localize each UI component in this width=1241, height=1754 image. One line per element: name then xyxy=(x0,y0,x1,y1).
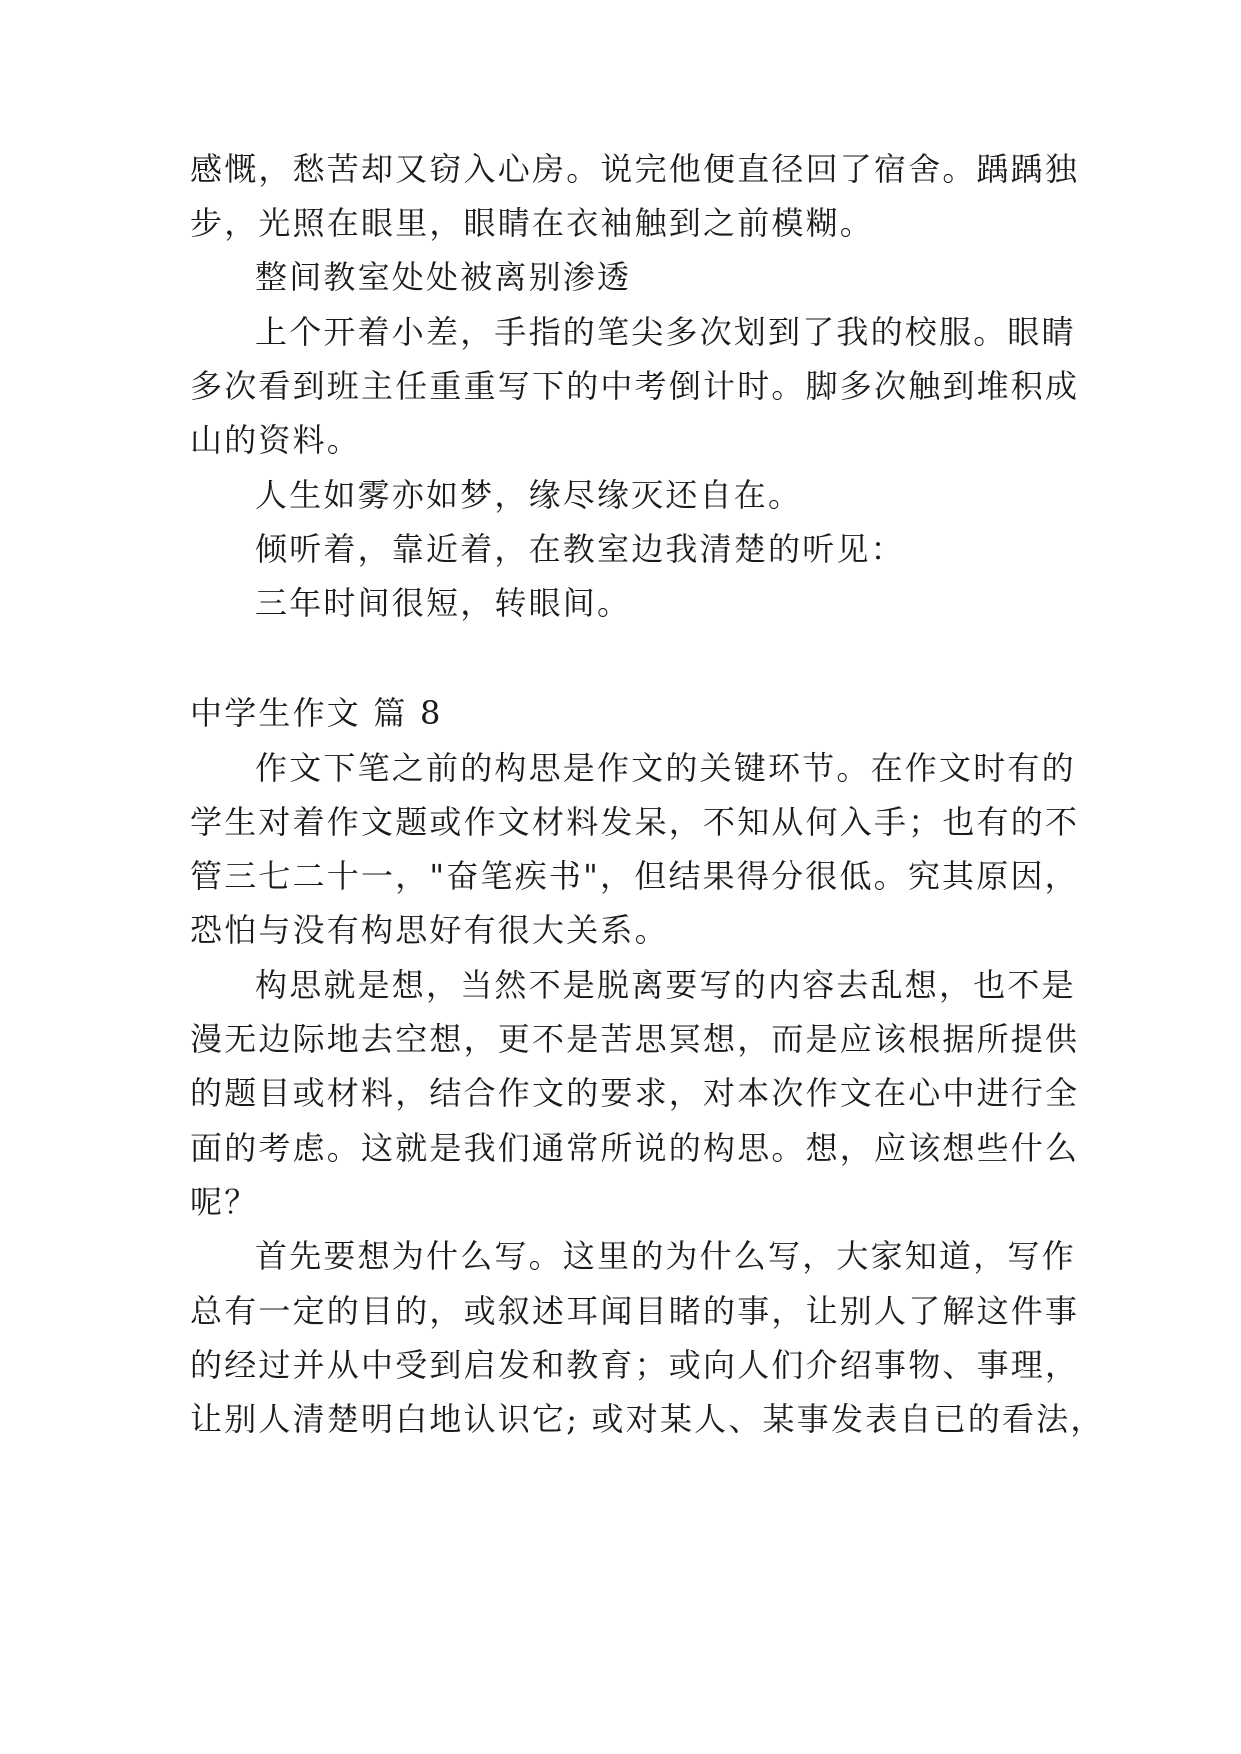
paragraph-line: 管三七二十一，"奋笔疾书"，但结果得分很低。究其原因， xyxy=(190,857,1079,895)
section-heading: 中学生作文 篇 8 xyxy=(190,694,443,732)
paragraph-line: 恐怕与没有构思好有很大关系。 xyxy=(190,911,669,949)
paragraph-line: 三年时间很短，转眼间。 xyxy=(255,584,632,622)
paragraph-line: 上个开着小差，手指的笔尖多次划到了我的校服。眼睛 xyxy=(255,313,1076,351)
paragraph-line: 构思就是想，当然不是脱离要写的内容去乱想，也不是 xyxy=(255,966,1076,1004)
paragraph-line: 呢？ xyxy=(190,1183,259,1221)
paragraph-line: 的题目或材料，结合作文的要求，对本次作文在心中进行全 xyxy=(190,1074,1080,1112)
paragraph-line: 首先要想为什么写。这里的为什么写，大家知道，写作 xyxy=(255,1237,1076,1275)
paragraph-line: 整间教室处处被离别渗透 xyxy=(255,258,632,296)
paragraph-line: 漫无边际地去空想，更不是苦思冥想，而是应该根据所提供 xyxy=(190,1020,1080,1058)
paragraph-line: 感慨，愁苦却又窃入心房。说完他便直径回了宿舍。踽踽独 xyxy=(190,150,1080,188)
paragraph-line: 的经过并从中受到启发和教育；或向人们介绍事物、事理， xyxy=(190,1346,1080,1384)
paragraph-line: 作文下笔之前的构思是作文的关键环节。在作文时有的 xyxy=(255,749,1076,787)
paragraph-line: 面的考虑。这就是我们通常所说的构思。想，应该想些什么 xyxy=(190,1129,1080,1167)
paragraph-line: 学生对着作文题或作文材料发呆，不知从何入手；也有的不 xyxy=(190,803,1080,841)
paragraph-line: 多次看到班主任重重写下的中考倒计时。脚多次触到堆积成 xyxy=(190,367,1080,405)
paragraph-line: 步，光照在眼里，眼睛在衣袖触到之前模糊。 xyxy=(190,204,875,242)
paragraph-line: 人生如雾亦如梦，缘尽缘灭还自在。 xyxy=(255,476,803,514)
paragraph-line: 山的资料。 xyxy=(190,421,362,459)
paragraph-line: 总有一定的目的，或叙述耳闻目睹的事，让别人了解这件事 xyxy=(190,1292,1080,1330)
paragraph-line: 倾听着，靠近着，在教室边我清楚的听见： xyxy=(255,530,905,568)
paragraph-line: 让别人清楚明白地认识它; 或对某人、某事发表自已的看法， xyxy=(190,1400,1105,1438)
